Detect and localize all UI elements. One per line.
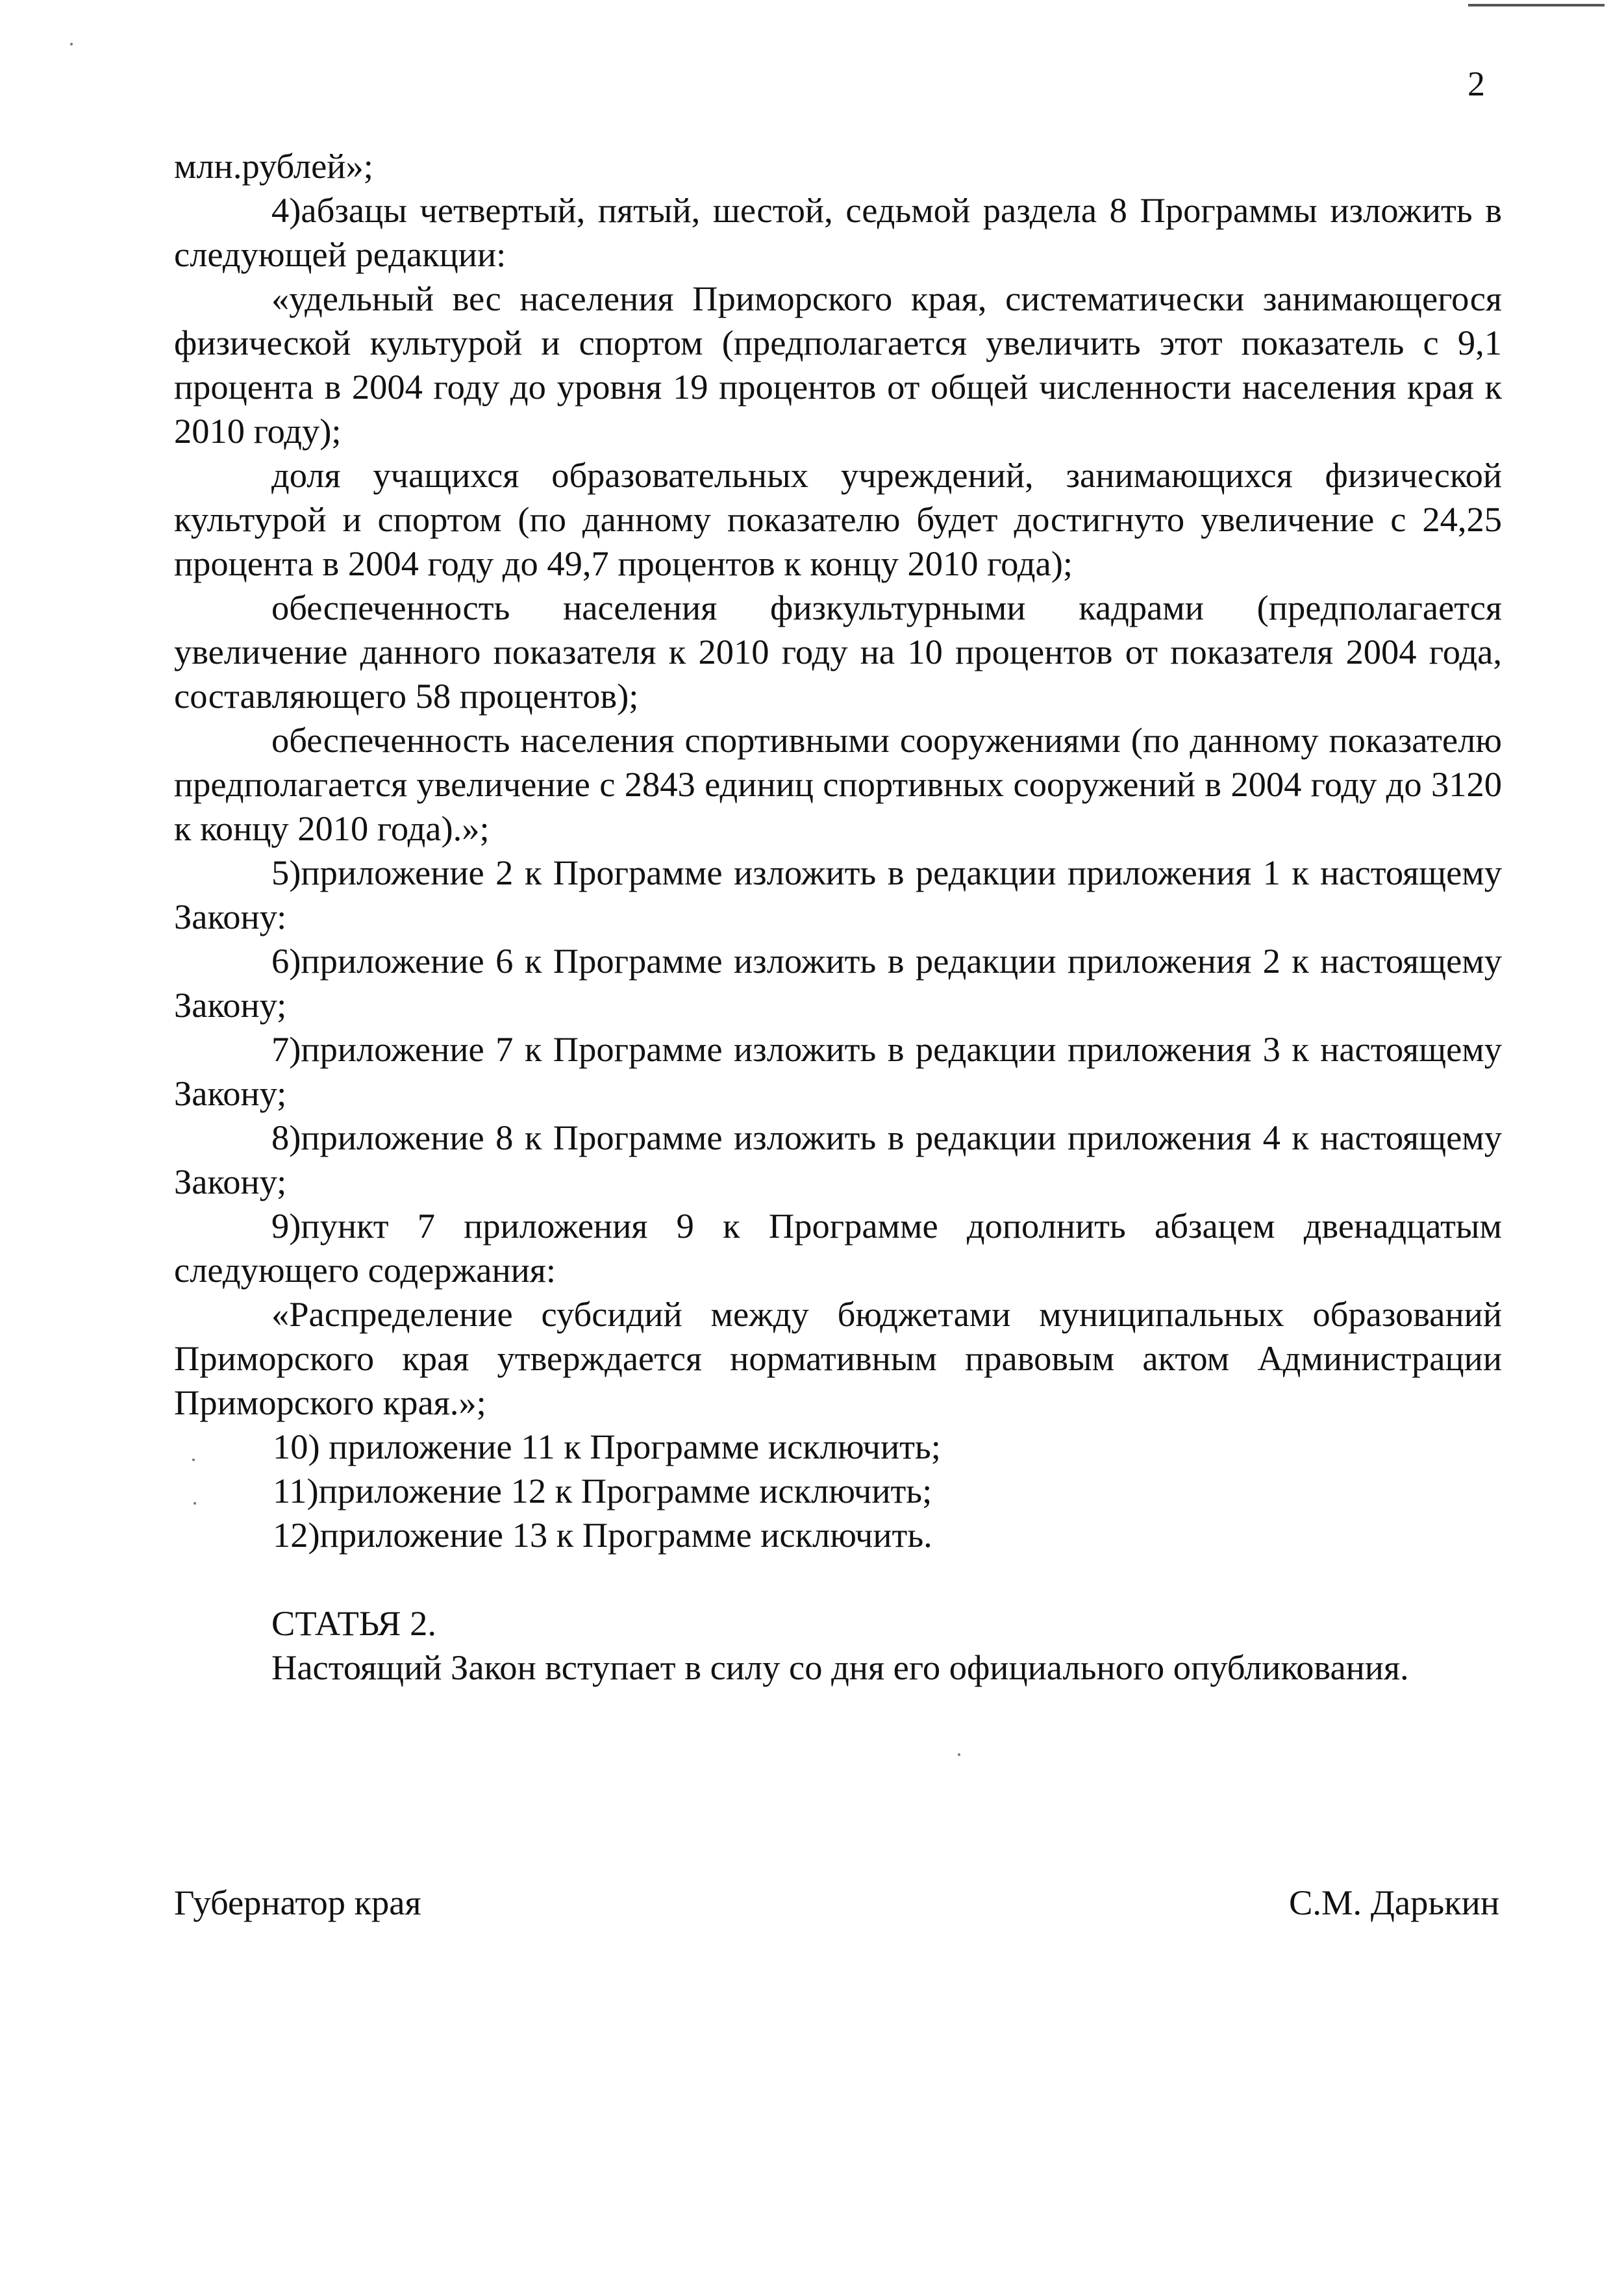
paragraph-item-4: 4)абзацы четвертый, пятый, шестой, седьмой раздела 8 Программы изложить в следующей редакции:	[174, 190, 1502, 274]
paragraph-item-8: 8)приложение 8 к Программе изложить в редакции приложения 4 к настоящему Закону;	[174, 1118, 1502, 1201]
scan-artifact-line	[1468, 4, 1605, 6]
paragraph-item-11: 11)приложение 12 к Программе исключить;	[273, 1471, 932, 1510]
paragraph-staff: обеспеченность населения физкультурными кадрами (предполагается увеличение данного показателя к 2010 году на 10 процентов от показателя 2004 года, составляющего 58 процентов);	[174, 588, 1502, 716]
paragraph-item-7: 7)приложение 7 к Программе изложить в редакции приложения 3 к настоящему Закону;	[174, 1029, 1502, 1113]
article-text: Настоящий Закон вступает в силу со дня его официального опубликования.	[271, 1647, 1409, 1687]
scan-speck	[70, 43, 73, 45]
paragraph-quote-share: «удельный вес населения Приморского края, систематически занимающегося физической культурой и спортом (предполагается увеличить этот показатель с 9,1 процента в 2004 году до уровня 19 процентов от общей численности населения края к 2010 году);	[174, 279, 1502, 451]
article-title: СТАТЬЯ 2.	[271, 1603, 437, 1643]
paragraph-item-10: 10) приложение 11 к Программе исключить;	[273, 1427, 941, 1466]
signature-block	[174, 1881, 1502, 1926]
scan-speck	[194, 1502, 196, 1505]
paragraph-quote-subsidies: «Распределение субсидий между бюджетами муниципальных образований Приморского края утверждается нормативным правовым актом Администрации Приморского края.»;	[174, 1294, 1502, 1422]
section-spacer	[174, 1557, 1502, 1601]
paragraph-continuation: млн.рублей»;	[174, 146, 373, 186]
paragraph-item-9: 9)пункт 7 приложения 9 к Программе дополнить абзацем двенадцатым следующего содержания:	[174, 1206, 1502, 1290]
paragraph-item-12: 12)приложение 13 к Программе исключить.	[273, 1515, 932, 1555]
scan-speck	[958, 1753, 960, 1756]
paragraph-item-6: 6)приложение 6 к Программе изложить в редакции приложения 2 к настоящему Закону;	[174, 941, 1502, 1025]
paragraph-item-5: 5)приложение 2 к Программе изложить в редакции приложения 1 к настоящему Закону:	[174, 853, 1502, 936]
scan-speck	[192, 1459, 195, 1461]
signatory-position: Губернатор края	[174, 1883, 421, 1922]
paragraph-facilities: обеспеченность населения спортивными сооружениями (по данному показателю предполагается увеличение с 2843 единиц спортивных сооружений в 2004 году до 3120 к концу 2010 года).»;	[174, 720, 1502, 848]
paragraph-students: доля учащихся образовательных учреждений, занимающихся физической культурой и спортом (по данному показателю будет достигнуто увеличение с 24,25 процента в 2004 году до 49,7 процентов к концу 2010 года);	[174, 455, 1502, 583]
page-number: 2	[1468, 64, 1485, 103]
document-body	[174, 144, 1502, 1690]
signatory-name: С.М. Дарькин	[1289, 1883, 1499, 1922]
